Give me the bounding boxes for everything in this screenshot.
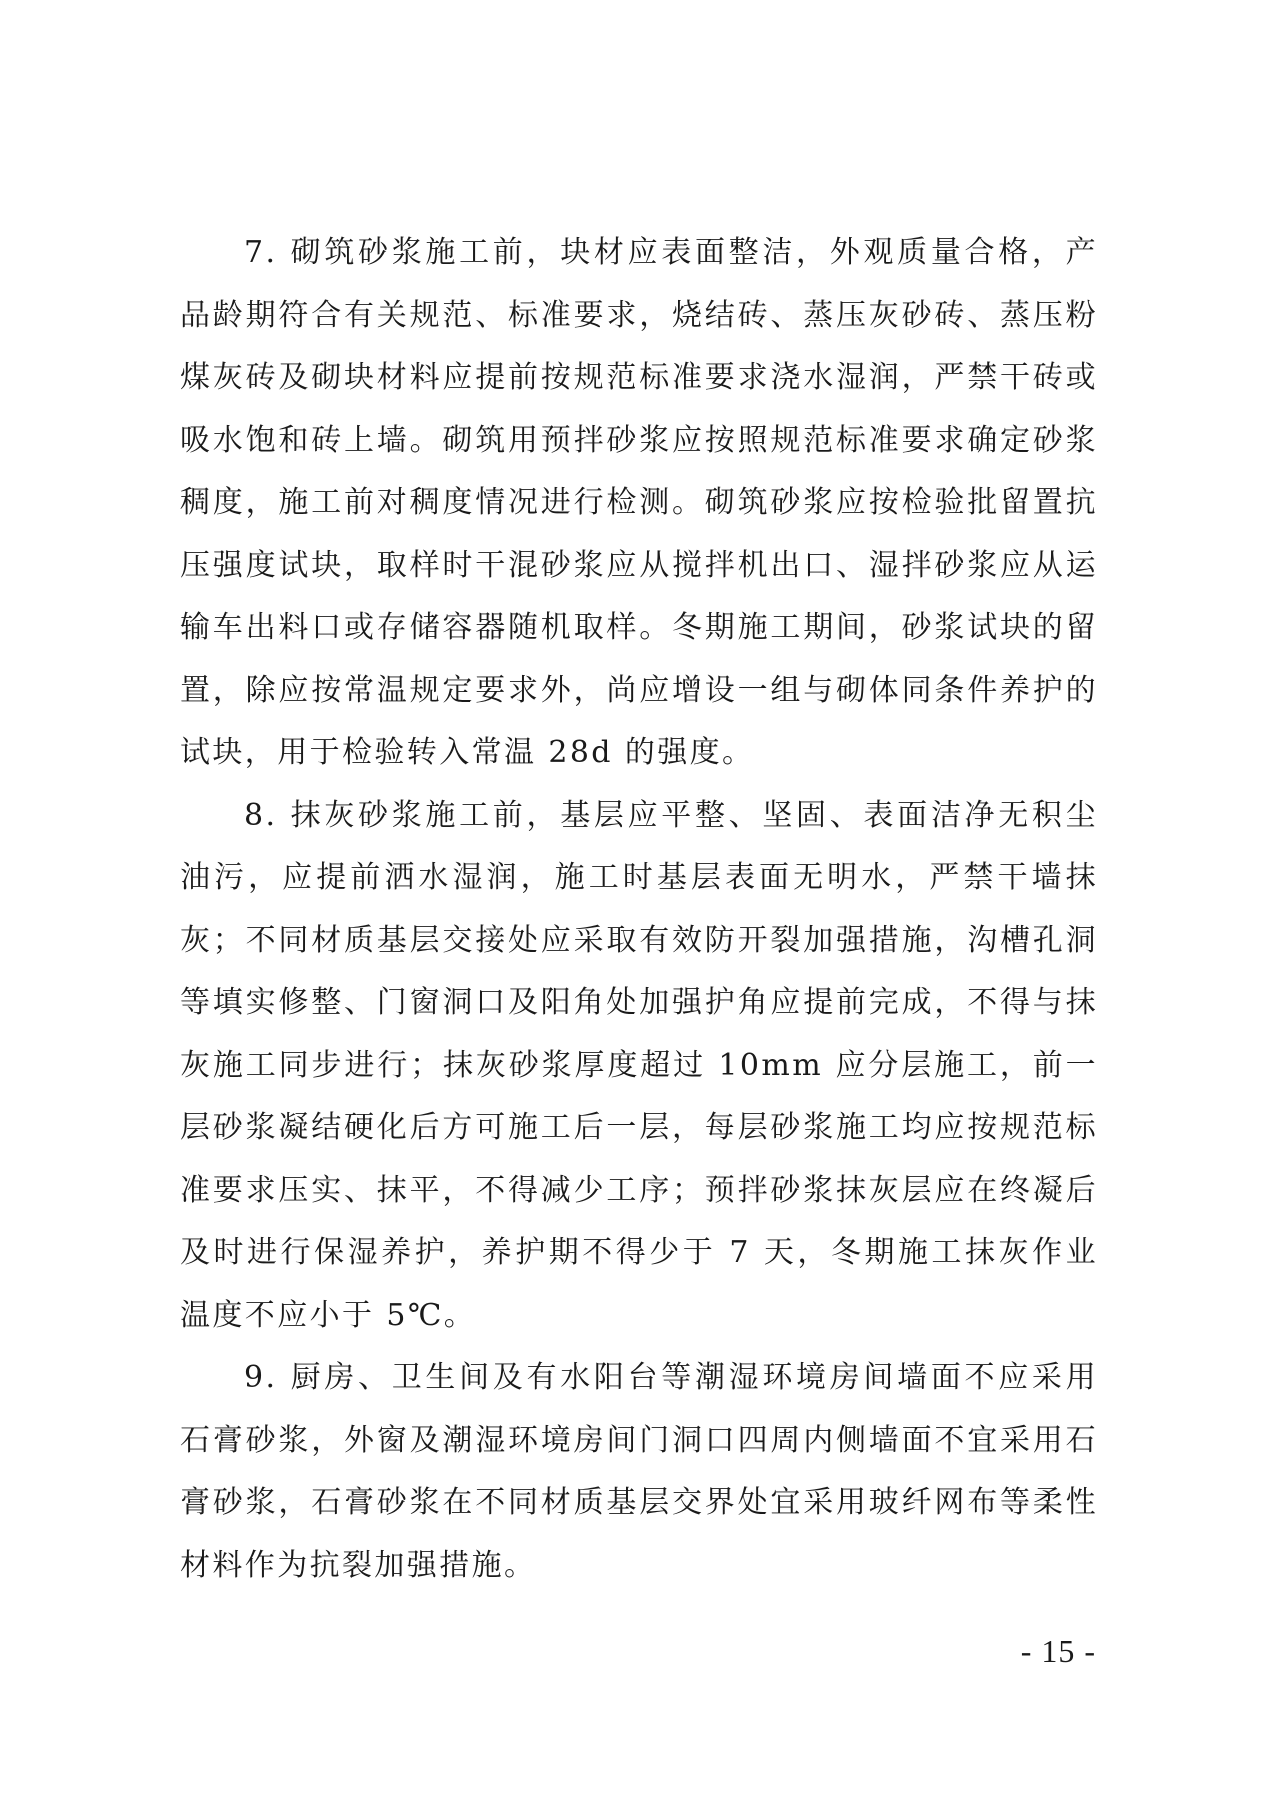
paragraph-8: 8. 抹灰砂浆施工前，基层应平整、坚固、表面洁净无积尘油污，应提前洒水湿润，施工时基层表面无明水，严禁干墙抹灰；不同材质基层交接处应采取有效防开裂加强措施，沟槽孔洞等填实修整、门窗洞口及阳角处加强护角应提前完成，不得与抹灰施工同步进行；抹灰砂浆厚度超过 10mm 应分层施工，前一层砂浆凝结硬化后方可施工后一层，每层砂浆施工均应按规范标准要求压实、抹平，不得减少工序；预拌砂浆抹灰层应在终凝后及时进行保湿养护，养护期不得少于 7 天，冬期施工抹灰作业温度不应小于 5℃。 bbox=[180, 797, 1098, 1333]
page-number: - 15 - bbox=[1020, 1633, 1096, 1669]
document-body bbox=[180, 222, 1098, 1597]
paragraph-7: 7. 砌筑砂浆施工前，块材应表面整洁，外观质量合格，产品龄期符合有关规范、标准要求，烧结砖、蒸压灰砂砖、蒸压粉煤灰砖及砌块材料应提前按规范标准要求浇水湿润，严禁干砖或吸水饱和砖上墙。砌筑用预拌砂浆应按照规范标准要求确定砂浆稠度，施工前对稠度情况进行检测。砌筑砂浆应按检验批留置抗压强度试块，取样时干混砂浆应从搅拌机出口、湿拌砂浆应从运输车出料口或存储容器随机取样。冬期施工期间，砂浆试块的留置，除应按常温规定要求外，尚应增设一组与砌体同条件养护的试块，用于检验转入常温 28d 的强度。 bbox=[180, 235, 1098, 770]
paragraph-9: 9. 厨房、卫生间及有水阳台等潮湿环境房间墙面不应采用石膏砂浆，外窗及潮湿环境房间门洞口四周内侧墙面不宜采用石膏砂浆，石膏砂浆在不同材质基层交界处宜采用玻纤网布等柔性材料作为抗裂加强措施。 bbox=[180, 1360, 1098, 1583]
